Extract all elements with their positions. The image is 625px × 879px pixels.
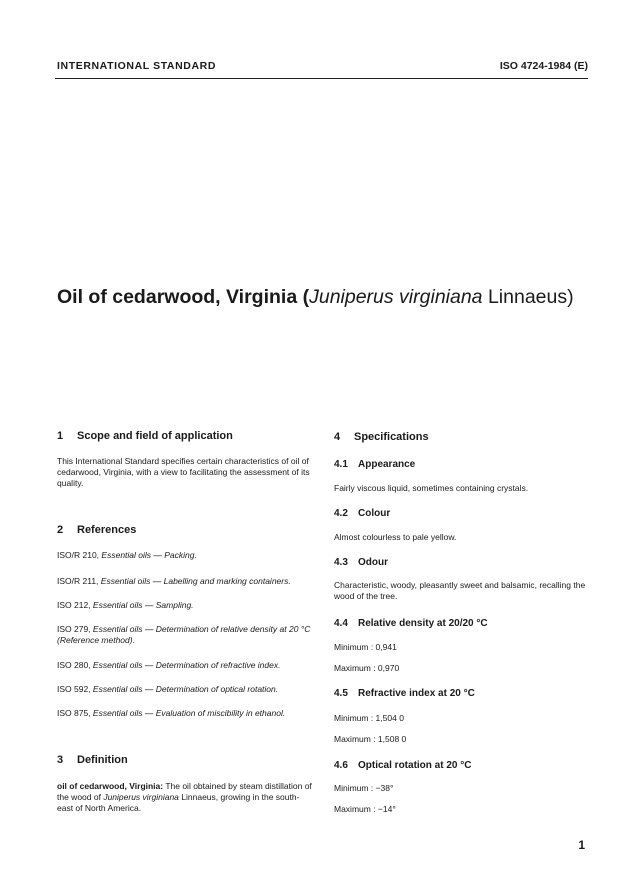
density-maximum: Maximum : 0,970 [334, 663, 400, 673]
definition-term: oil of cedarwood, Virginia: [57, 781, 164, 791]
ref-code: ISO 280, [57, 660, 93, 670]
ref-title: Essential oils — Labelling and marking containers. [100, 576, 291, 586]
section-title: References [77, 524, 137, 536]
subsection-4-2-heading [334, 508, 390, 519]
subsection-4-5-heading [334, 688, 475, 699]
subsection-number: 4.6 [334, 760, 348, 771]
title-main: Oil of cedarwood, Virginia ( [57, 286, 310, 308]
section-3-heading [57, 754, 128, 766]
section-number: 2 [57, 524, 64, 536]
subsection-number: 4.2 [334, 508, 348, 519]
ref-title: Essential oils — Packing. [101, 550, 197, 560]
reference-item [57, 576, 313, 587]
subsection-title: Odour [358, 557, 388, 568]
definition-part-a: The oil obtained by steam distillation of the wood of [57, 781, 312, 802]
reference-item [57, 660, 313, 671]
subsection-title: Colour [358, 508, 391, 519]
header-right: ISO 4724-1984 (E) [499, 60, 588, 72]
section-2-heading [57, 524, 136, 536]
section-1-heading [57, 430, 233, 442]
header-rule [55, 78, 588, 79]
ref-code: ISO/R 211, [57, 576, 101, 586]
section-number: 1 [57, 430, 64, 442]
page-number: 1 [578, 838, 585, 852]
subsection-number: 4.5 [334, 688, 348, 699]
subsection-number: 4.3 [334, 557, 348, 568]
subsection-title: Optical rotation at 20 °C [358, 760, 472, 771]
subsection-title: Relative density at 20/20 °C [358, 618, 488, 629]
header-left: INTERNATIONAL STANDARD [57, 60, 217, 72]
subsection-number: 4.1 [334, 459, 348, 470]
subsection-number: 4.4 [334, 618, 348, 629]
density-minimum: Minimum : 0,941 [334, 642, 397, 652]
subsection-4-4-heading [334, 618, 488, 629]
definition-part-b: Linnaeus, growing in the south-east of North America. [57, 792, 300, 813]
rotation-maximum: Maximum : −14° [334, 804, 396, 814]
section-1-text: This International Standard specifies certain characteristics of oil of cedarwood, Virginia, with a view to facilitating the assessment of its quality. [57, 456, 310, 488]
section-4-heading [334, 431, 429, 443]
ref-title: Essential oils — Determination of optical rotation. [92, 684, 279, 694]
document-title [57, 286, 574, 309]
ref-code: ISO 279, [57, 624, 93, 634]
section-title: Definition [77, 754, 128, 766]
rotation-minimum: Minimum : −38° [334, 783, 394, 793]
title-latin: Juniperus virginiana [309, 286, 483, 308]
ref-title: Essential oils — Determination of refractive index. [92, 660, 281, 670]
reference-item [57, 684, 313, 695]
subsection-title: Refractive index at 20 °C [358, 688, 475, 699]
section-title: Scope and field of application [77, 430, 233, 442]
ref-title: Essential oils — Sampling. [92, 600, 194, 610]
ref-code: ISO 592, [57, 684, 93, 694]
section-title: Specifications [354, 431, 429, 443]
subsection-4-1-heading [334, 459, 415, 470]
reference-item [57, 624, 315, 646]
section-number: 4 [334, 431, 341, 443]
ref-title: Essential oils — Determination of relative density at 20 °C (Reference method). [57, 624, 311, 645]
refractive-minimum: Minimum : 1,504 0 [334, 713, 404, 723]
definition-text [57, 781, 315, 814]
title-author: Linnaeus) [482, 286, 574, 308]
reference-item [57, 600, 313, 611]
section-number: 3 [57, 754, 64, 766]
odour-text: Characteristic, woody, pleasantly sweet and balsamic, recalling the wood of the tree. [334, 580, 586, 601]
definition-latin: Juniperus virginiana [103, 792, 179, 802]
subsection-title: Appearance [358, 459, 416, 470]
ref-code: ISO 875, [57, 708, 93, 718]
colour-text: Almost colourless to pale yellow. [334, 532, 457, 542]
subsection-4-6-heading [334, 760, 471, 771]
refractive-maximum: Maximum : 1,508 0 [334, 734, 407, 744]
reference-item [57, 708, 313, 719]
ref-title: Essential oils — Evaluation of miscibility in ethanol. [92, 708, 286, 718]
ref-code: ISO/R 210, [57, 550, 102, 560]
appearance-text: Fairly viscous liquid, sometimes containing crystals. [334, 483, 529, 493]
subsection-4-3-heading [334, 557, 388, 568]
reference-item [57, 550, 313, 561]
ref-code: ISO 212, [57, 600, 93, 610]
